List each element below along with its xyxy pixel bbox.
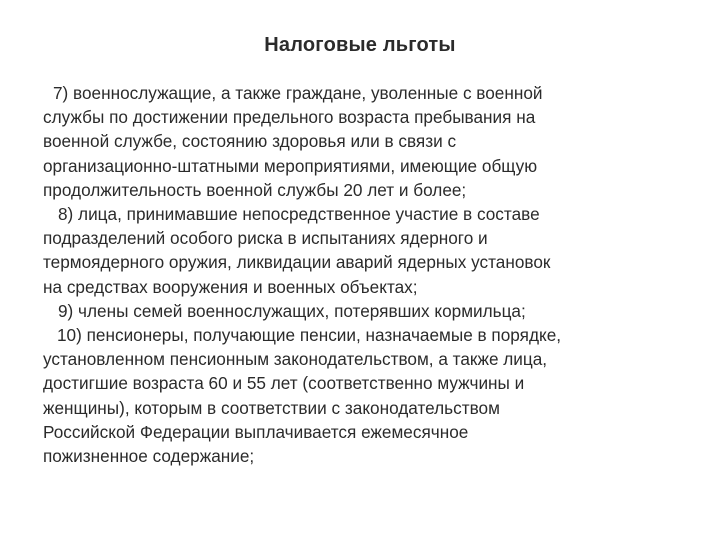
- item-9-line-1: 9) члены семей военнослужащих, потерявших кормильца;: [58, 300, 526, 321]
- item-10-line-1: 10) пенсионеры, получающие пенсии, назначаемые в порядке,: [57, 325, 562, 346]
- slide-body: [43, 81, 683, 468]
- item-8-line-2: подразделений особого риска в испытаниях ядерного и: [43, 228, 488, 249]
- item-7-line-5: продолжительность военной службы 20 лет и более;: [43, 179, 467, 200]
- item-7-line-4: организационно-штатными мероприятиями, имеющие общую: [43, 155, 538, 176]
- item-10-line-4: женщины), которым в соответствии с законодательством: [43, 397, 500, 418]
- item-10-line-6: пожизненное содержание;: [43, 446, 255, 467]
- item-8-line-3: термоядерного оружия, ликвидации аварий ядерных установок: [43, 252, 551, 273]
- slide-title: Налоговые льготы: [264, 34, 456, 56]
- item-7-line-2: службы по достижении предельного возраста пребывания на: [43, 107, 536, 128]
- item-10-line-3: достигшие возраста 60 и 55 лет (соответственно мужчины и: [43, 373, 525, 394]
- item-10-line-2: установленном пенсионным законодательством, а также лица,: [43, 349, 548, 370]
- item-8-line-4: на средствах вооружения и военных объектах;: [43, 276, 418, 297]
- item-8-line-1: 8) лица, принимавшие непосредственное участие в составе: [58, 204, 540, 225]
- item-10-line-5: Российской Федерации выплачивается ежемесячное: [43, 421, 469, 442]
- item-7-line-1: 7) военнослужащие, а также граждане, уволенные с военной: [53, 83, 543, 103]
- item-7-line-3: военной службе, состоянию здоровья или в связи с: [43, 131, 457, 152]
